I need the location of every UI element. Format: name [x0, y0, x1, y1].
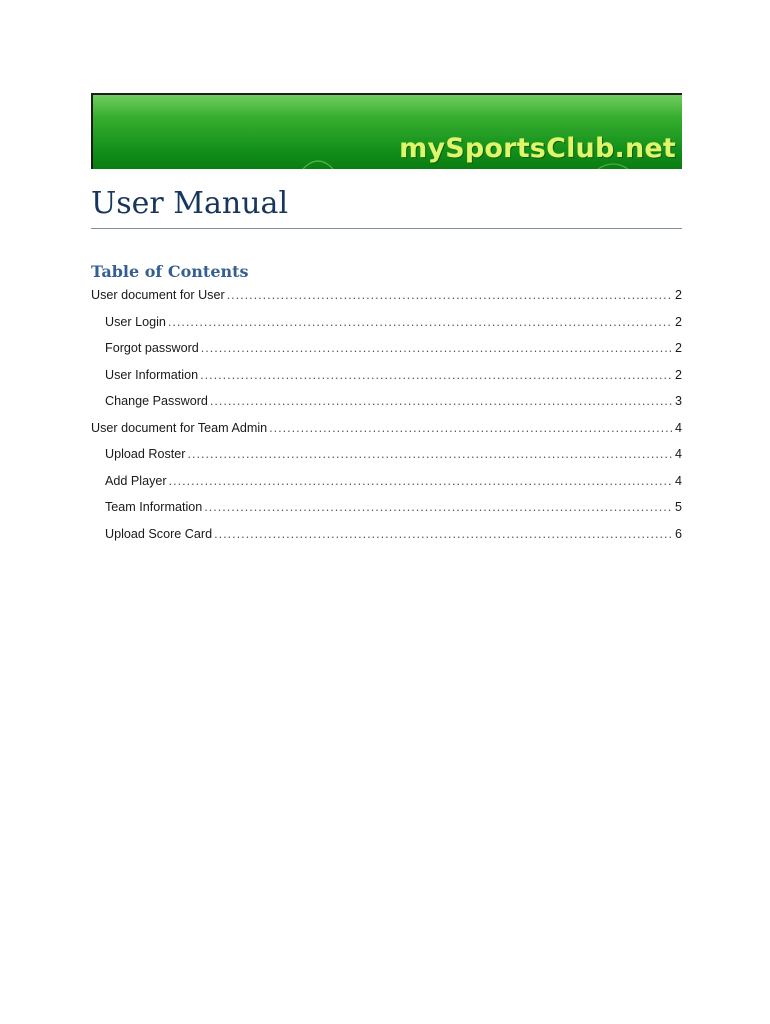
toc-page-number: 2 — [674, 341, 682, 355]
toc-entry-label: User Information — [105, 367, 199, 382]
toc-dot-leader — [214, 524, 673, 544]
toc-page-number: 4 — [674, 420, 682, 435]
toc-dot-leader — [210, 391, 673, 411]
toc-entry-label: User document for User — [91, 288, 225, 302]
toc-entry-forgot-password[interactable] — [91, 338, 682, 365]
table-of-contents — [91, 285, 682, 550]
toc-page-number: 5 — [674, 500, 682, 514]
toc-page-number: 4 — [674, 447, 682, 461]
toc-entry-user-login[interactable] — [91, 312, 682, 339]
toc-entry-label: Forgot password — [105, 341, 199, 355]
toc-entry-label: User document for Team Admin — [91, 420, 268, 435]
toc-entry-user-document-for-team-admin[interactable] — [91, 418, 682, 445]
toc-heading: Table of Contents — [91, 262, 249, 281]
header-banner — [91, 93, 682, 169]
toc-dot-leader — [188, 444, 673, 464]
toc-page-number: 6 — [674, 526, 682, 541]
toc-page-number: 2 — [674, 314, 682, 329]
toc-entry-upload-score-card[interactable] — [91, 524, 682, 551]
toc-entry-label: Upload Roster — [105, 447, 186, 461]
toc-page-number: 2 — [674, 367, 682, 382]
toc-dot-leader — [169, 471, 673, 491]
toc-entry-user-document-for-user[interactable] — [91, 285, 682, 312]
toc-page-number: 3 — [674, 394, 682, 408]
toc-entry-upload-roster[interactable] — [91, 444, 682, 471]
toc-entry-label: Change Password — [105, 394, 208, 408]
toc-page-number: 4 — [674, 473, 682, 488]
toc-entry-label: Add Player — [105, 473, 167, 488]
toc-entry-user-information[interactable] — [91, 365, 682, 392]
site-logo: mySportsClub.net — [399, 133, 676, 164]
toc-entry-team-information[interactable] — [91, 497, 682, 524]
toc-entry-change-password[interactable] — [91, 391, 682, 418]
toc-dot-leader — [168, 312, 673, 332]
toc-entry-label: Upload Score Card — [105, 526, 213, 541]
toc-dot-leader — [201, 338, 673, 358]
toc-dot-leader — [269, 418, 673, 438]
toc-page-number: 2 — [674, 288, 682, 302]
toc-entry-label: Team Information — [105, 500, 203, 514]
toc-entry-add-player[interactable] — [91, 471, 682, 498]
toc-entry-label: User Login — [105, 314, 166, 329]
title-divider — [91, 228, 682, 229]
toc-dot-leader — [227, 285, 673, 305]
toc-dot-leader — [204, 497, 673, 517]
toc-dot-leader — [200, 365, 673, 385]
document-title: User Manual — [91, 186, 289, 221]
